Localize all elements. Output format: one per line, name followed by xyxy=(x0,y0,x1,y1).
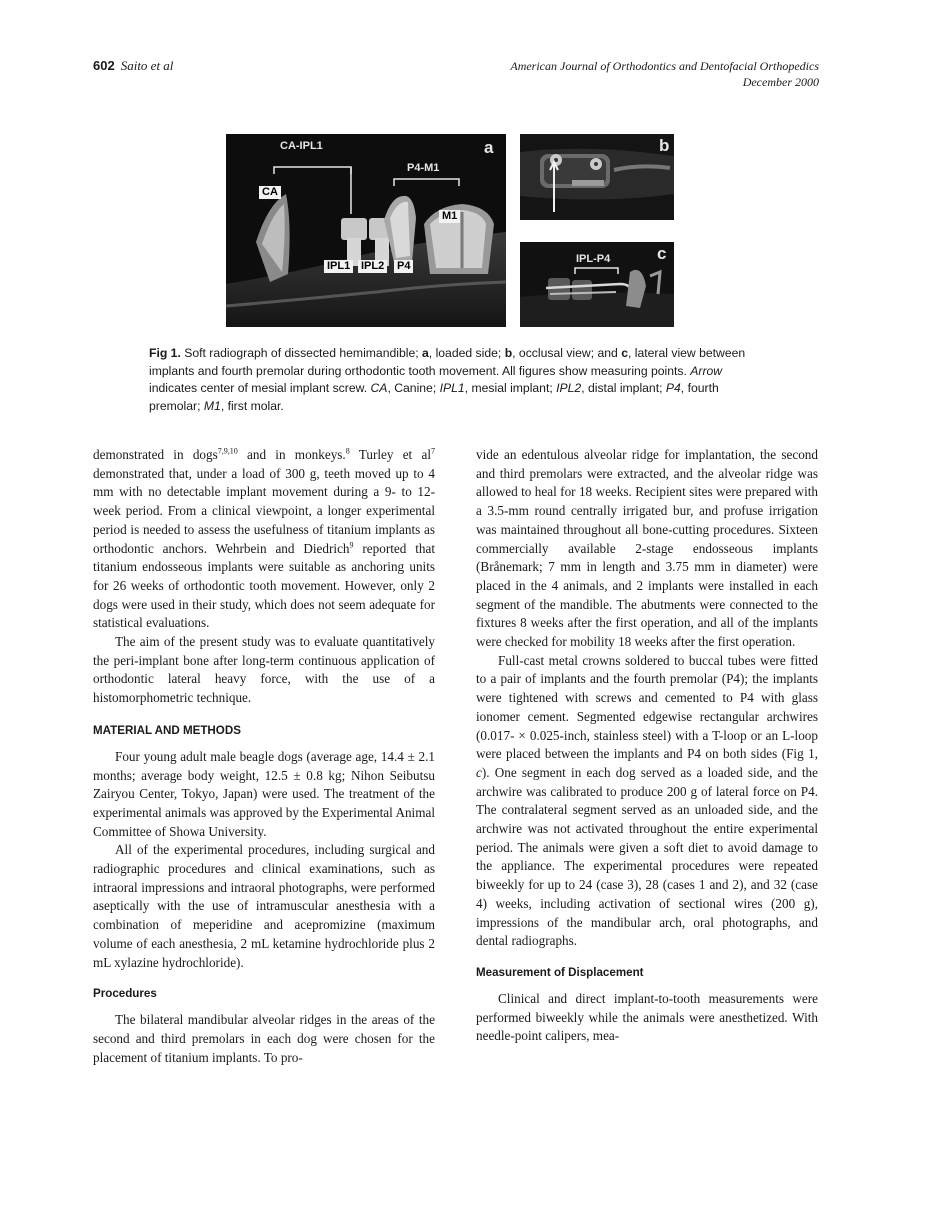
journal-title: American Journal of Orthodontics and Dentofacial Orthopedics xyxy=(510,59,819,73)
text-run: demonstrated that, under a load of 300 g, teeth moved up to 4 mm with no detectable implant movement during a 9- to 12-week period. From a clinical viewpoint, a longer experimental period is needed to assess the usefulness of titanium implants as orthodontic anchors. Wehrbein and Diedrich xyxy=(93,465,435,556)
running-header-right xyxy=(510,58,819,90)
caption-b: b xyxy=(504,346,513,360)
text-run: Turley et al xyxy=(349,447,431,462)
running-authors: Saito et al xyxy=(120,58,174,73)
text-run: demonstrated in dogs xyxy=(93,447,218,462)
label-m1: M1 xyxy=(439,210,460,223)
panel-letter-c: c xyxy=(657,244,667,263)
caption-a: a xyxy=(422,346,429,360)
citation: 7,9,10 xyxy=(217,446,238,456)
caption-text: , distal implant; xyxy=(581,381,666,395)
paragraph: vide an edentulous alveolar ridge for implantation, the second and third premolars were extracted, and the alveolar ridge was allowed to heal for 18 weeks. Recipient sites were prepared with a 3.5-mm round centrally irrigated bur, and profuse irrigation was maintained throughout all bone-cutting procedures. Sixteen commercially available 2-stage endosseous implants (Brånemark; 7 mm in length and 3.75 mm in diameter) were placed in the 4 animals, and 2 implants were installed in each segment of the mandible. The abutments were connected to the fixtures 8 weeks after the first operation, and all of the implants were checked for mobility 18 weeks after the first operation. xyxy=(476,447,818,650)
label-p4-m1: P4-M1 xyxy=(407,162,440,174)
radiograph-image xyxy=(226,134,506,327)
text-run: reported that titanium endosseous implants were suitable as anchoring units for 26 weeks of orthodontic tooth movement. However, only 2 dogs were used in their study, which does not seem adequate for statistical evaluations. xyxy=(93,540,435,631)
caption-text: , lateral view between implants and fourth premolar during orthodontic tooth movement. All figures show measuring points. xyxy=(149,346,746,378)
citation: 7 xyxy=(431,446,435,456)
body-column-left xyxy=(93,446,435,1067)
text-run: Full-cast metal crowns soldered to buccal tubes were fitted to a pair of implants and the fourth premolar (P4); the implants were tightened with screws and cemented to P4 with glass ionomer cement. Segmented edgewise rectangular archwires (0.017- × 0.025-inch, stainless steel) with a T-loop or an L-loop were placed between the implants and P4 on both sides (Fig 1, xyxy=(476,652,818,762)
panel-letter-a: a xyxy=(484,138,494,157)
caption-arrow: Arrow xyxy=(690,363,723,378)
figure-panel-b xyxy=(520,134,674,220)
body-column-right xyxy=(476,446,818,1046)
text-run: c xyxy=(476,764,482,780)
paragraph: Four young adult male beagle dogs (average age, 14.4 ± 2.1 months; average body weight, 12.5 ± 0.8 kg; Nihon Seibutsu Zairyou Center, Tokyo, Japan) were used. The treatment of the experimental animals was approved by the Experimental Animal Committee of Showa University. xyxy=(93,748,435,839)
caption-text: indicates center of mesial implant screw. xyxy=(149,381,371,395)
journal-issue: December 2000 xyxy=(742,75,819,89)
paragraph: All of the experimental procedures, including surgical and radiographic procedures and clinical examinations, such as intraoral impressions and intraoral photographs, were performed aseptically with the use of intramuscular anesthesia with a combination of meperidine and acepromizine (maximum volume of each anesthesia, 2 mL ketamine hydrochloride plus 2 mL xylazine hydrochloride). xyxy=(93,842,435,970)
subsection-heading: Measurement of Displacement xyxy=(476,965,644,979)
caption-p4: P4 xyxy=(665,381,681,395)
text-run: ). One segment in each dog served as a loaded side, and the archwire was calibrated to produce 200 g of lateral force on P4. The contralateral segment served as an unloaded side, and the archwire was not activated throughout the entire experimental period. The animals were given a soft diet to avoid damage to the appliance. The experimental procedures were repeated biweekly for up to 24 (case 3), 28 (cases 1 and 2), and 32 (case 4) weeks, including activation of sectional wires (200 g), impressions of the mandibular arch, oral photographs, and dental radiographs. xyxy=(476,764,818,949)
caption-text: , fourth premolar; xyxy=(149,381,719,413)
caption-m1: M1 xyxy=(203,398,221,413)
text-run: and in monkeys. xyxy=(237,447,346,462)
label-ca-ipl1: CA-IPL1 xyxy=(280,140,323,152)
figure-caption xyxy=(149,345,769,415)
label-ca: CA xyxy=(259,186,281,199)
caption-text: , occlusal view; and xyxy=(512,346,622,360)
citation: 8 xyxy=(345,446,350,456)
caption-text: , first molar. xyxy=(220,398,284,413)
figure-panel-a xyxy=(226,134,506,327)
section-heading: MATERIAL AND METHODS xyxy=(93,723,241,737)
label-ipl2: IPL2 xyxy=(358,260,387,273)
citation: 9 xyxy=(349,540,354,550)
caption-ipl2: IPL2 xyxy=(556,381,582,395)
caption-text: Soft radiograph of dissected hemimandible; xyxy=(180,346,423,360)
label-ipl1: IPL1 xyxy=(324,260,353,273)
page-number: 602 xyxy=(93,58,115,73)
caption-text: , mesial implant; xyxy=(464,381,557,395)
label-p4: P4 xyxy=(394,260,413,273)
running-header-left xyxy=(93,58,173,74)
caption-text: , loaded side; xyxy=(428,346,505,360)
label-ipl-p4: IPL-P4 xyxy=(576,253,611,265)
paragraph xyxy=(476,652,818,951)
figure-panel-c xyxy=(520,242,674,327)
caption-text: , Canine; xyxy=(387,381,440,395)
caption-fig-label: Fig 1. xyxy=(149,346,181,360)
panel-letter-b: b xyxy=(659,136,670,155)
paragraph: Clinical and direct implant-to-tooth measurements were performed biweekly while the animals were anesthetized. With needle-point calipers, mea- xyxy=(476,990,818,1044)
caption-c: c xyxy=(621,346,628,360)
caption-ipl1: IPL1 xyxy=(439,381,465,395)
caption-ca: CA xyxy=(370,381,388,395)
occlusal-photo xyxy=(520,134,674,220)
paragraph: The aim of the present study was to evaluate quantitatively the peri-implant bone after long-term continuous application of orthodontic lateral heavy force, with the use of a histomorphometric technique. xyxy=(93,634,435,706)
subsection-heading: Procedures xyxy=(93,987,157,1001)
paragraph: The bilateral mandibular alveolar ridges in the areas of the second and third premolars in each dog were chosen for the placement of titanium implants. To pro- xyxy=(93,1012,435,1065)
paragraph xyxy=(93,446,435,633)
